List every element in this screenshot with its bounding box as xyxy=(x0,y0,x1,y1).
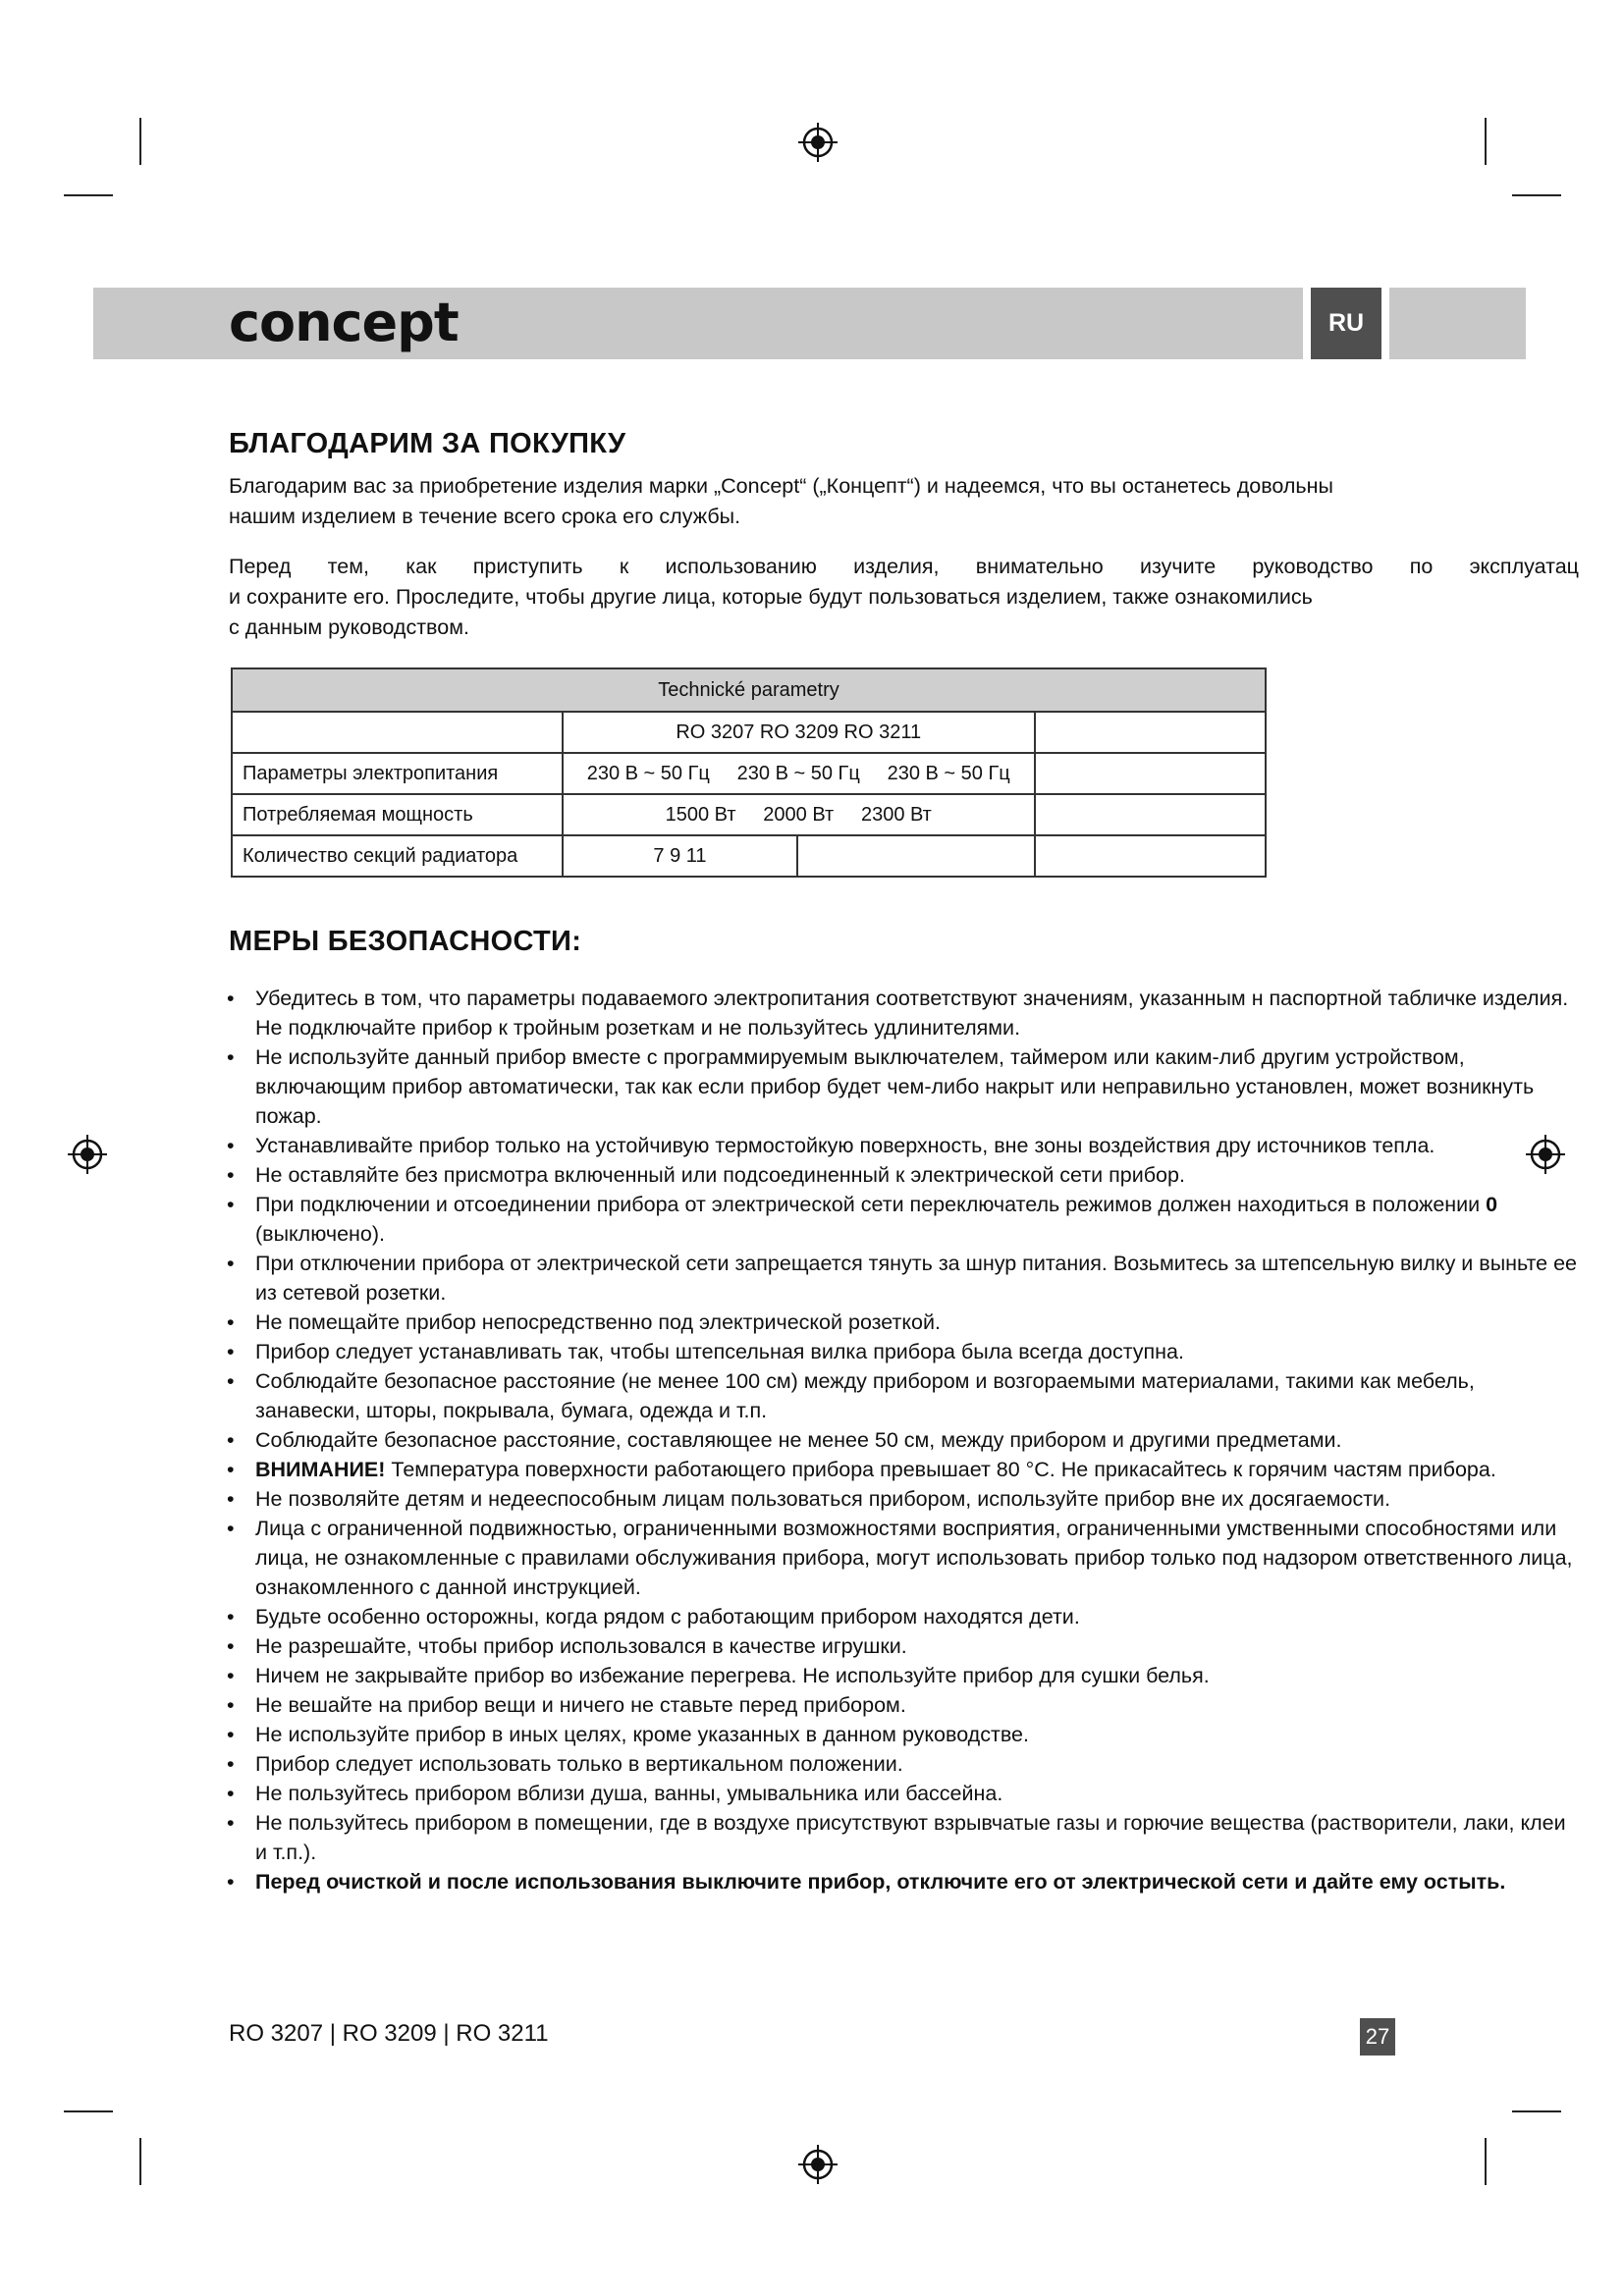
item-text: Не вешайте на прибор вещи и ничего не ставьте перед прибором. xyxy=(255,1693,906,1717)
text-line: Перед тем, как приступить к использованию изделия, внимательно изучите руководство по эксплуатац xyxy=(229,555,1579,578)
table-cell xyxy=(1035,753,1266,794)
safety-list xyxy=(224,984,1579,1896)
item-text: Лица с ограниченной подвижностью, ограниченными возможностями восприятия, ограниченными умственными способностями или лица, не ознакомленные с правилами обслуживания прибора, могут использовать прибор только под надзором ответственного лица, ознакомленного с данной инструкцией. xyxy=(255,1517,1573,1599)
crop-mark xyxy=(1512,194,1561,196)
table-row xyxy=(232,794,1266,835)
list-item xyxy=(224,1661,1579,1690)
table-cell xyxy=(1035,712,1266,753)
thanks-heading: БЛАГОДАРИМ ЗА ПОКУПКУ xyxy=(229,428,626,459)
list-item xyxy=(224,1808,1579,1867)
list-item xyxy=(224,1425,1579,1455)
spec-table xyxy=(231,667,1267,878)
list-item xyxy=(224,1779,1579,1808)
item-text: Прибор следует устанавливать так, чтобы штепсельная вилка прибора была всегда доступна. xyxy=(255,1340,1184,1363)
table-title: Technické parametry xyxy=(232,668,1266,712)
models-header-cell: RO 3207 RO 3209 RO 3211 xyxy=(563,712,1035,753)
table-header-row xyxy=(232,668,1266,712)
row-label: Потребляемая мощность xyxy=(232,794,563,835)
list-item xyxy=(224,1455,1579,1484)
text-line: и сохраните его. Проследите, чтобы другие лица, которые будут пользоваться изделием, также ознакомились xyxy=(229,585,1313,609)
list-item xyxy=(224,1042,1579,1131)
item-text: Соблюдайте безопасное расстояние (не менее 100 см) между прибором и возгораемыми материалами, такими как мебель, занавески, шторы, покрывала, бумага, одежда и т.п. xyxy=(255,1369,1475,1422)
text-line: нашим изделием в течение всего срока его службы. xyxy=(229,505,741,528)
table-cell xyxy=(1035,794,1266,835)
brand-logo: concept xyxy=(229,292,459,353)
list-item xyxy=(224,1337,1579,1366)
table-cell xyxy=(232,712,563,753)
item-text: Не пользуйтесь прибором вблизи душа, ванны, умывальника или бассейна. xyxy=(255,1782,1003,1805)
crop-mark xyxy=(1485,118,1487,165)
language-badge: RU xyxy=(1311,288,1381,359)
crop-mark xyxy=(139,118,141,165)
list-item xyxy=(224,1160,1579,1190)
item-text: Не позволяйте детям и недееспособным лицам пользоваться прибором, используйте прибор вне их досягаемости. xyxy=(255,1487,1391,1511)
item-text: Прибор следует использовать только в вертикальном положении. xyxy=(255,1752,903,1776)
item-text: Будьте особенно осторожны, когда рядом с работающим прибором находятся дети. xyxy=(255,1605,1080,1629)
safety-heading: МЕРЫ БЕЗОПАСНОСТИ: xyxy=(229,926,582,957)
crop-mark xyxy=(64,194,113,196)
text-line: с данным руководством. xyxy=(229,615,469,639)
item-text: Не используйте данный прибор вместе с программируемым выключателем, таймером или каким-либ другим устройством, включающим прибор автоматически, так как если прибор будет чем-либо накрыт или неправильно установлен, может возникнуть пожар. xyxy=(255,1045,1535,1128)
table-cell xyxy=(1035,835,1266,877)
crop-mark xyxy=(139,2138,141,2185)
row-values: 7 9 11 xyxy=(563,835,798,877)
item-text: Температура поверхности работающего прибора превышает 80 °C. Не прикасайтесь к горячим частям прибора. xyxy=(385,1458,1496,1481)
table-row xyxy=(232,712,1266,753)
row-label: Количество секций радиатора xyxy=(232,835,563,877)
item-text: Не помещайте прибор непосредственно под электрической розеткой. xyxy=(255,1310,941,1334)
list-item xyxy=(224,1867,1579,1896)
list-item xyxy=(224,1190,1579,1249)
list-item xyxy=(224,1249,1579,1308)
item-text: Устанавливайте прибор только на устойчивую термостойкую поверхность, вне зоны воздействия дру источников тепла. xyxy=(255,1134,1435,1157)
row-label: Параметры электропитания xyxy=(232,753,563,794)
item-text: Не используйте прибор в иных целях, кроме указанных в данном руководстве. xyxy=(255,1723,1029,1746)
list-item xyxy=(224,1514,1579,1602)
table-cell xyxy=(797,835,1035,877)
thanks-paragraph-1 xyxy=(229,471,1387,532)
registration-mark-icon xyxy=(796,2143,839,2186)
page-number: 27 xyxy=(1360,2018,1395,2056)
table-row xyxy=(232,835,1266,877)
list-item xyxy=(224,1366,1579,1425)
list-item xyxy=(224,1690,1579,1720)
crop-mark xyxy=(1512,2110,1561,2112)
item-bold: Перед очисткой и после использования выключите прибор, отключите его от электрической сети и дайте ему остыть. xyxy=(255,1870,1506,1894)
table-row xyxy=(232,753,1266,794)
thanks-paragraph-2 xyxy=(229,552,1579,643)
item-bold: ВНИМАНИЕ! xyxy=(255,1458,386,1481)
list-item xyxy=(224,984,1579,1042)
registration-mark-icon xyxy=(66,1133,109,1176)
item-text: При отключении прибора от электрической сети запрещается тянуть за шнур питания. Возьмитесь за штепсельную вилку и выньте ее из сетевой розетки. xyxy=(255,1252,1578,1305)
item-bold: 0 xyxy=(1486,1193,1498,1216)
banner-gap xyxy=(1303,288,1311,359)
crop-mark xyxy=(64,2110,113,2112)
item-text: Не оставляйте без присмотра включенный или подсоединенный к электрической сети прибор. xyxy=(255,1163,1185,1187)
list-item xyxy=(224,1631,1579,1661)
item-text: При подключении и отсоединении прибора от электрической сети переключатель режимов должен находиться в положении xyxy=(255,1193,1487,1216)
list-item xyxy=(224,1720,1579,1749)
item-text: (выключено). xyxy=(255,1222,386,1246)
footer-model-list: RO 3207 | RO 3209 | RO 3211 xyxy=(229,2020,549,2047)
row-values: 230 В ~ 50 Гц 230 В ~ 50 Гц 230 В ~ 50 Гц xyxy=(563,753,1035,794)
list-item xyxy=(224,1308,1579,1337)
text-line: Благодарим вас за приобретение изделия марки „Concept“ („Концепт“) и надеемся, что вы останетесь довольны xyxy=(229,474,1333,498)
item-text: Не пользуйтесь прибором в помещении, где в воздухе присутствуют взрывчатые газы и горючие вещества (растворители, лаки, клеи и т.п.). xyxy=(255,1811,1566,1864)
item-text: Соблюдайте безопасное расстояние, составляющее не менее 50 см, между прибором и другими предметами. xyxy=(255,1428,1342,1452)
item-text: Ничем не закрывайте прибор во избежание перегрева. Не используйте прибор для сушки белья. xyxy=(255,1664,1210,1687)
list-item xyxy=(224,1131,1579,1160)
list-item xyxy=(224,1602,1579,1631)
list-item xyxy=(224,1749,1579,1779)
item-text: Убедитесь в том, что параметры подаваемого электропитания соответствуют значениям, указанным н паспортной табличке изделия. Не подключайте прибор к тройным розеткам и не пользуйтесь удлинителями. xyxy=(255,987,1569,1040)
item-text: Не разрешайте, чтобы прибор использовался в качестве игрушки. xyxy=(255,1634,907,1658)
banner-gap xyxy=(1381,288,1389,359)
row-values: 1500 Вт 2000 Вт 2300 Вт xyxy=(563,794,1035,835)
list-item xyxy=(224,1484,1579,1514)
header-banner xyxy=(93,288,1526,359)
crop-mark xyxy=(1485,2138,1487,2185)
registration-mark-icon xyxy=(796,121,839,164)
